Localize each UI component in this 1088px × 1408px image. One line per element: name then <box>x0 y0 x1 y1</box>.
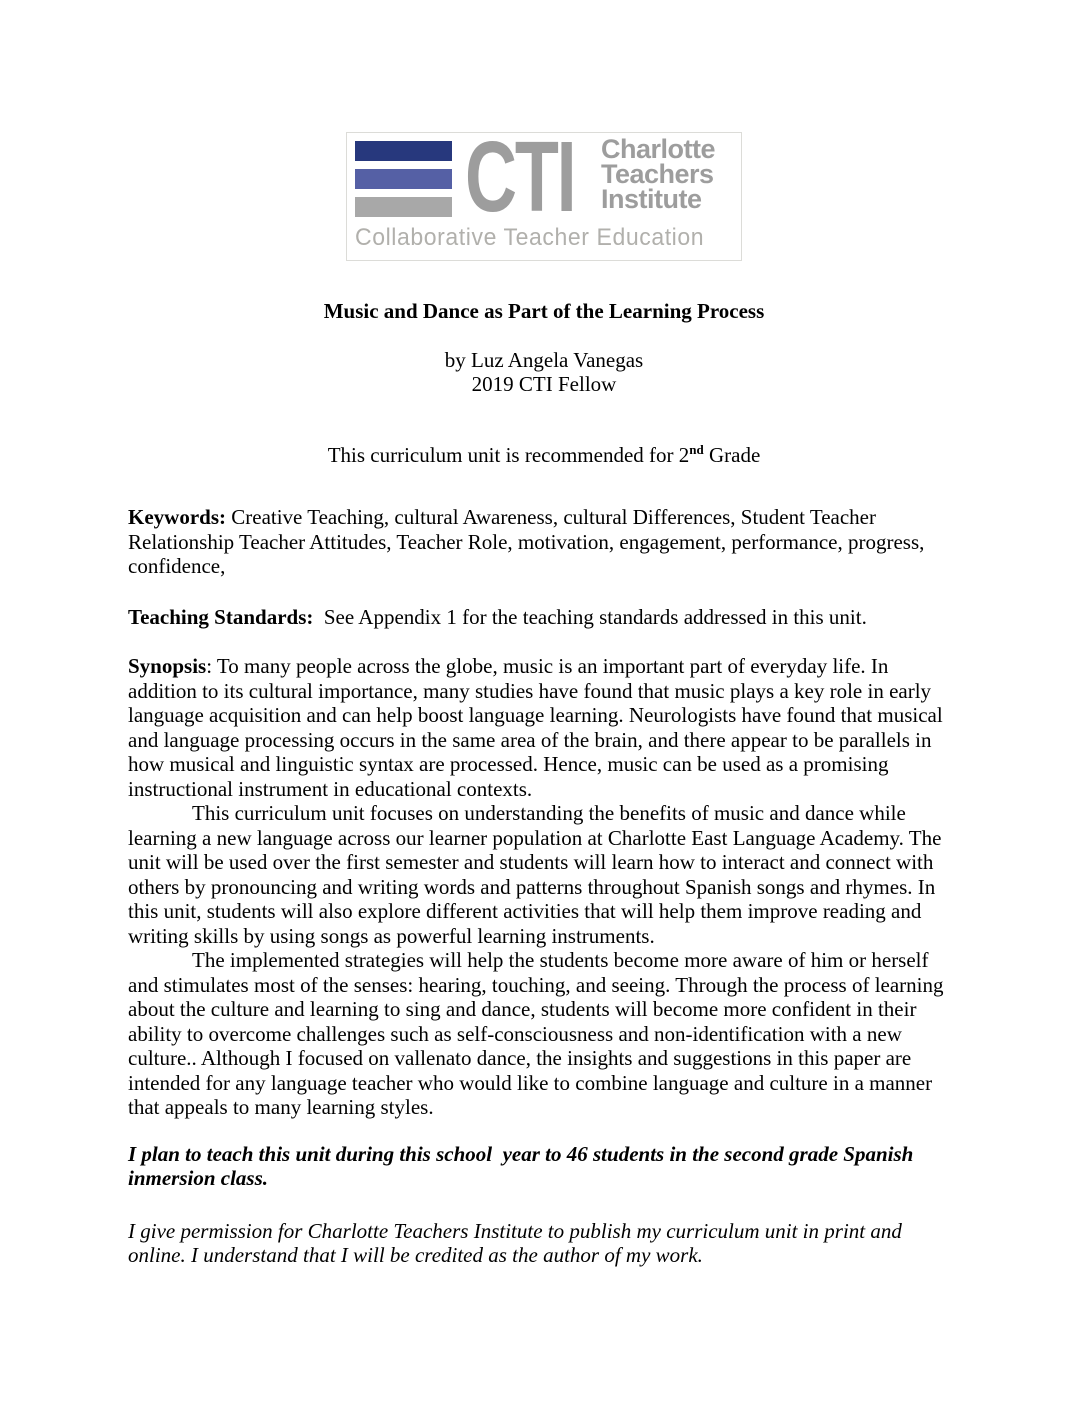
logo-org-line-2: Teachers <box>601 159 714 189</box>
keywords-text: Creative Teaching, cultural Awareness, cultural Differences, Student Teacher Relationship Teacher Attitudes, Teacher Role, motivation, engagement, performance, progress, confidence, <box>128 505 930 578</box>
permission-statement: I give permission for Charlotte Teachers Institute to publish my curriculum unit in print and online. I understand that I will be credited as the author of my work. <box>128 1218 908 1267</box>
unit-title: Music and Dance as Part of the Learning Process <box>323 299 765 323</box>
logo-org-line-1: Charlotte <box>601 134 716 164</box>
synopsis-label: Synopsis <box>128 654 207 678</box>
cti-wordmark <box>465 121 591 233</box>
fellow-year: 2019 CTI Fellow <box>471 372 617 396</box>
grade-recommendation-prefix: This curriculum unit is recommended for 2 <box>327 442 690 467</box>
grade-recommendation <box>128 443 960 468</box>
cti-wordmark-text: CTI <box>465 121 575 233</box>
teaching-standards-paragraph <box>128 605 960 630</box>
keywords-paragraph <box>128 505 960 579</box>
teaching-standards-text: See Appendix 1 for the teaching standards addressed in this unit. <box>313 604 867 629</box>
cti-logo-top <box>355 121 733 233</box>
plan-statement: I plan to teach this unit during this school year to 46 students in the second grade Spanish inmersion class. <box>128 1141 919 1190</box>
logo-bar-navy <box>355 141 452 161</box>
grade-superscript: nd <box>689 441 704 457</box>
logo-org-line-3: Institute <box>601 184 702 214</box>
synopsis-paragraph <box>128 654 960 801</box>
logo-org-name <box>601 134 716 214</box>
teaching-standards-label: Teaching Standards: <box>128 604 314 629</box>
synopsis-text: : To many people across the globe, music is an important part of everyday life. In addition to its cultural importance, many studies have found that music plays a key role in early language acquisition and can help boost language learning. Neurologists have found that musical and language processing occurs in the same area of the brain, and there appear to be parallels in how musical and linguistic syntax are processed. Hence, music can be used as a promising instructional instrument in educational contexts. <box>128 654 948 801</box>
cti-logo <box>346 121 742 261</box>
byline-block <box>128 348 960 397</box>
logo-tagline: Collaborative Teacher Education <box>355 224 705 251</box>
author-name: by Luz Angela Vanegas <box>444 347 644 372</box>
logo-bar-blue <box>355 169 452 189</box>
grade-recommendation-suffix: Grade <box>703 442 761 467</box>
keywords-label: Keywords: <box>128 505 226 529</box>
document-content <box>0 299 1088 1268</box>
logo-bar-gray <box>355 197 452 217</box>
logo-bars-icon <box>355 141 452 217</box>
synopsis-paragraph-2: This curriculum unit focuses on understanding the benefits of music and dance while learning a new language across our learner population at Charlotte East Language Academy. The unit will be used over the first semester and students will learn how to interact and connect with others by pronouncing and writing words and patterns throughout Spanish songs and rhymes. In this unit, students will also explore different activities that will help them improve reading and writing skills by using songs as powerful learning instruments. <box>128 801 942 948</box>
synopsis-paragraph-3: The implemented strategies will help the students become more aware of him or herself and stimulates most of the senses: hearing, touching, and seeing. Through the process of learning about the culture and learning to sing and dance, students will become more confident in their ability to overcome challenges such as self-consciousness and non-identification with a new culture.. Although I focused on vallenato dance, the insights and suggestions in this paper are intended for any language teacher who would like to combine language and culture in a manner that appeals to many learning styles. <box>128 948 944 1119</box>
